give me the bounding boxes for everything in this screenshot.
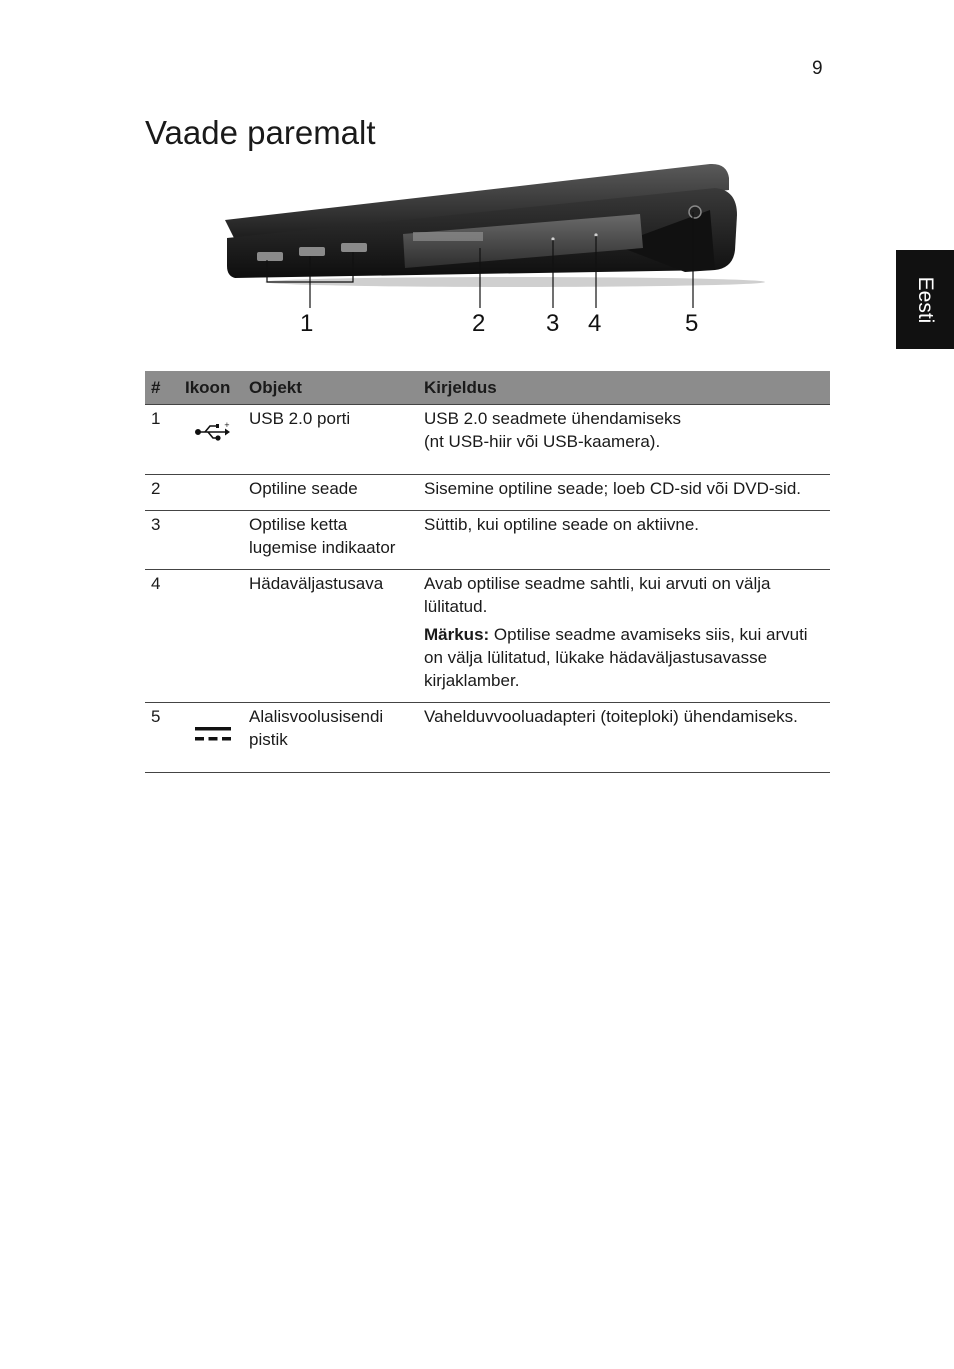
- row-object: Hädaväljastusava: [243, 570, 418, 703]
- row-description-text: Avab optilise seadme sahtli, kui arvuti on välja lülitatud.: [424, 574, 771, 616]
- callout-4: 4: [588, 310, 602, 337]
- note-text: Optilise seadme avamiseks siis, kui arvuti on välja lülitatud, lükake hädaväljastusavasse kirjaklamber.: [424, 625, 808, 690]
- language-tab-label: Eesti: [914, 276, 937, 323]
- header-description: Kirjeldus: [418, 371, 830, 405]
- table-header-row: [145, 371, 830, 405]
- header-number: #: [145, 371, 179, 405]
- row-object: [243, 511, 418, 570]
- row-number: 1: [145, 405, 179, 475]
- row-icon: [179, 405, 243, 475]
- row-description: Süttib, kui optiline seade on aktiivne.: [418, 511, 830, 570]
- row-note: [424, 623, 824, 692]
- language-tab: [896, 250, 954, 349]
- row-description-line: USB 2.0 seadmete ühendamiseks: [424, 409, 682, 428]
- row-object: USB 2.0 porti: [243, 405, 418, 475]
- usb-port-3: [341, 243, 367, 252]
- callout-1: 1: [300, 310, 314, 337]
- row-object: Optiline seade: [243, 475, 418, 511]
- table-row: [145, 703, 830, 773]
- note-label: Märkus:: [424, 625, 490, 644]
- row-number: 2: [145, 475, 179, 511]
- row-icon: [179, 475, 243, 511]
- table-row: [145, 570, 830, 703]
- callout-5: 5: [685, 310, 699, 337]
- row-object-line: lugemise indikaator: [249, 538, 396, 557]
- dc-power-icon: [195, 725, 231, 745]
- usb-icon: [195, 421, 231, 441]
- callout-3: 3: [546, 310, 560, 337]
- row-object-line: Alalisvoolusisendi: [249, 707, 384, 726]
- page-number: 9: [812, 58, 823, 79]
- usb-port-2: [299, 247, 325, 256]
- table-row: [145, 405, 830, 475]
- header-object: Objekt: [243, 371, 418, 405]
- dc-jack: [689, 206, 701, 218]
- table-row: [145, 475, 830, 511]
- row-object-line: Optilise ketta: [249, 515, 348, 534]
- table-row: [145, 511, 830, 570]
- row-description: [418, 570, 830, 703]
- row-number: 4: [145, 570, 179, 703]
- row-icon: [179, 570, 243, 703]
- row-description: Vahelduvvooluadapteri (toiteploki) ühendamiseks.: [418, 703, 830, 773]
- page-title: Vaade paremalt: [145, 114, 376, 151]
- row-object-line: pistik: [249, 730, 288, 749]
- row-number: 3: [145, 511, 179, 570]
- header-icon: Ikoon: [179, 371, 243, 405]
- row-description: Sisemine optiline seade; loeb CD-sid või DVD-sid.: [418, 475, 830, 511]
- row-object: [243, 703, 418, 773]
- row-description-line: (nt USB-hiir või USB-kaamera).: [424, 432, 661, 451]
- svg-text:+: +: [224, 421, 230, 429]
- usb-port-1: [257, 252, 283, 261]
- callout-2: 2: [472, 310, 486, 337]
- drive-logo-strip: [413, 232, 483, 241]
- row-description: [418, 405, 830, 475]
- ports-table: [145, 371, 830, 773]
- row-icon: [179, 703, 243, 773]
- row-icon: [179, 511, 243, 570]
- row-number: 5: [145, 703, 179, 773]
